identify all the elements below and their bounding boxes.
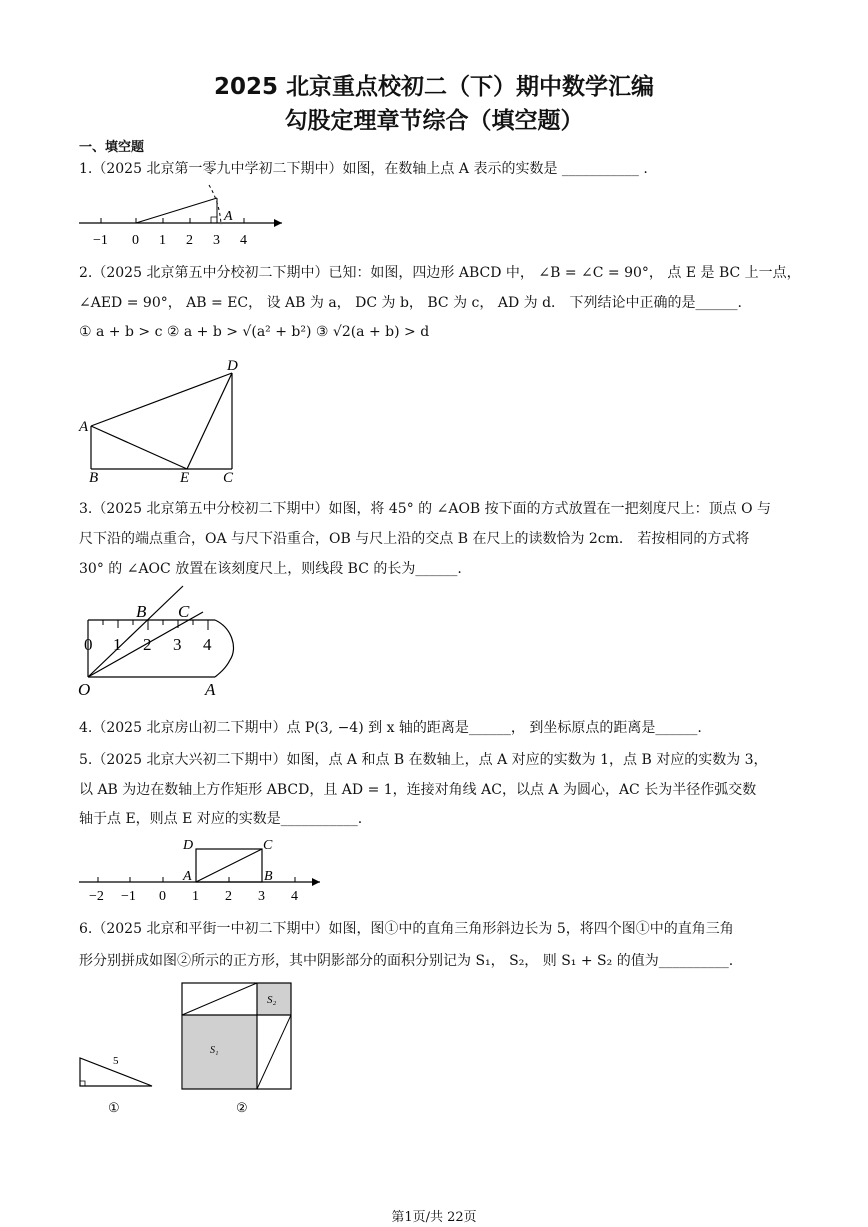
question-3-line-1: 3.（2025 北京第五中分校初二下期中）如图，将 45° 的 ∠AOB 按下面的方式放置在一把刻度尺上：顶点 O 与 [79,501,772,517]
question-number: 1. [79,161,93,177]
question-1 [79,158,648,178]
ruler-tick-label: 4 [203,635,212,654]
point-b-label: B [89,470,99,486]
figure-q3-ruler [0,580,260,700]
tick-label: 3 [258,889,265,904]
point-a-label: A [79,419,89,435]
page-footer: 第1页/共 22页 [391,1210,477,1225]
tick-label: 4 [240,233,247,248]
tick-label: 2 [225,889,232,904]
tick-label: 4 [291,889,298,904]
figure-q5-rectangle-number-line [0,835,340,905]
section-heading: 一、填空题 [79,140,145,155]
question-3-line-2: 尺下沿的端点重合，OA 与尺下沿重合，OB 与尺上沿的交点 B 在尺上的读数恰为 2cm． 若按相同的方式将 [79,531,750,547]
tick-label: 0 [132,233,139,248]
point-d-label: D [227,358,238,374]
point-b-label: B [264,869,273,884]
figure-caption-2: ② [236,1100,248,1115]
ruler-tick-label: 2 [143,635,152,654]
ruler-tick-label: 1 [113,635,122,654]
question-number: 3. [79,501,93,517]
s1-label: S₁ [210,1045,219,1056]
point-b-label: B [136,602,147,621]
question-5-line-2: 以 AB 为边在数轴上方作矩形 ABCD，且 AD = 1，连接对角线 AC，以点 A 为圆心，AC 长为半径作弧交数 [79,782,757,798]
question-2-options: ① a + b > c ② a + b > √(a² + b²) ③ √2(a + b) > d [79,324,430,340]
question-number: 2. [79,265,93,281]
question-number: 5. [79,752,93,768]
point-c-label: C [178,602,190,621]
question-3-line-3: 30° 的 ∠AOC 放置在该刻度尺上，则线段 BC 的长为______. [79,561,462,577]
point-d-label: D [183,838,194,853]
question-6-line-1: 6.（2025 北京和平街一中初二下期中）如图，图①中的直角三角形斜边长为 5，将四个图①中的直角三角 [79,921,734,937]
point-c-label: C [223,470,234,486]
point-a-label: A [205,680,216,699]
ruler-tick-label: 3 [173,635,182,654]
tick-label: 1 [192,889,199,904]
figure-q6-square [0,980,310,1120]
tick-label: 2 [186,233,193,248]
question-6-line-2: 形分别拼成如图②所示的正方形，其中阴影部分的面积分别记为 S₁， S₂， 则 S₁ + S₂ 的值为__________. [79,953,734,969]
question-5-line-3: 轴于点 E，则点 E 对应的实数是___________. [79,811,363,827]
tick-label: −2 [89,889,104,904]
point-a-label: A [224,209,233,224]
ruler-tick-label: 0 [84,635,93,654]
s2-label: S₂ [267,994,277,1006]
page-title-line1: 2025 北京重点校初二（下）期中数学汇编 [213,74,655,100]
question-5-line-1: 5.（2025 北京大兴初二下期中）如图，点 A 和点 B 在数轴上，点 A 对应的实数为 1，点 B 对应的实数为 3， [79,752,768,768]
question-number: 4. [79,720,93,736]
figure-caption-1: ① [108,1100,120,1115]
question-2-line-2: ∠AED = 90°， AB = EC， 设 AB 为 a， DC 为 b， BC 为 c， AD 为 d． 下列结论中正确的是______. [79,295,742,311]
tick-label: −1 [93,233,108,248]
tick-label: −1 [121,889,136,904]
question-number: 6. [79,921,93,937]
point-o-label: O [78,680,91,699]
question-1-text: （2025 北京第一零九中学初二下期中）如图，在数轴上点 A 表示的实数是 ___________ . [92,161,648,177]
tick-label: 1 [159,233,166,248]
page-title-line2: 勾股定理章节综合（填空题） [284,108,584,134]
figure-q2-quadrilateral [0,355,260,485]
hypotenuse-label: 5 [113,1055,119,1067]
tick-label: 3 [213,233,220,248]
question-2-line-1: 2.（2025 北京第五中分校初二下期中）已知：如图，四边形 ABCD 中， ∠B = ∠C = 90°， 点 E 是 BC 上一点， [79,265,801,281]
question-4: 4.（2025 北京房山初二下期中）点 P(3, −4) 到 x 轴的距离是______， 到坐标原点的距离是______. [79,720,702,736]
point-a-label: A [183,869,192,884]
figure-q1-number-line [0,180,300,250]
point-e-label: E [180,470,190,486]
point-c-label: C [263,838,273,853]
tick-label: 0 [159,889,166,904]
